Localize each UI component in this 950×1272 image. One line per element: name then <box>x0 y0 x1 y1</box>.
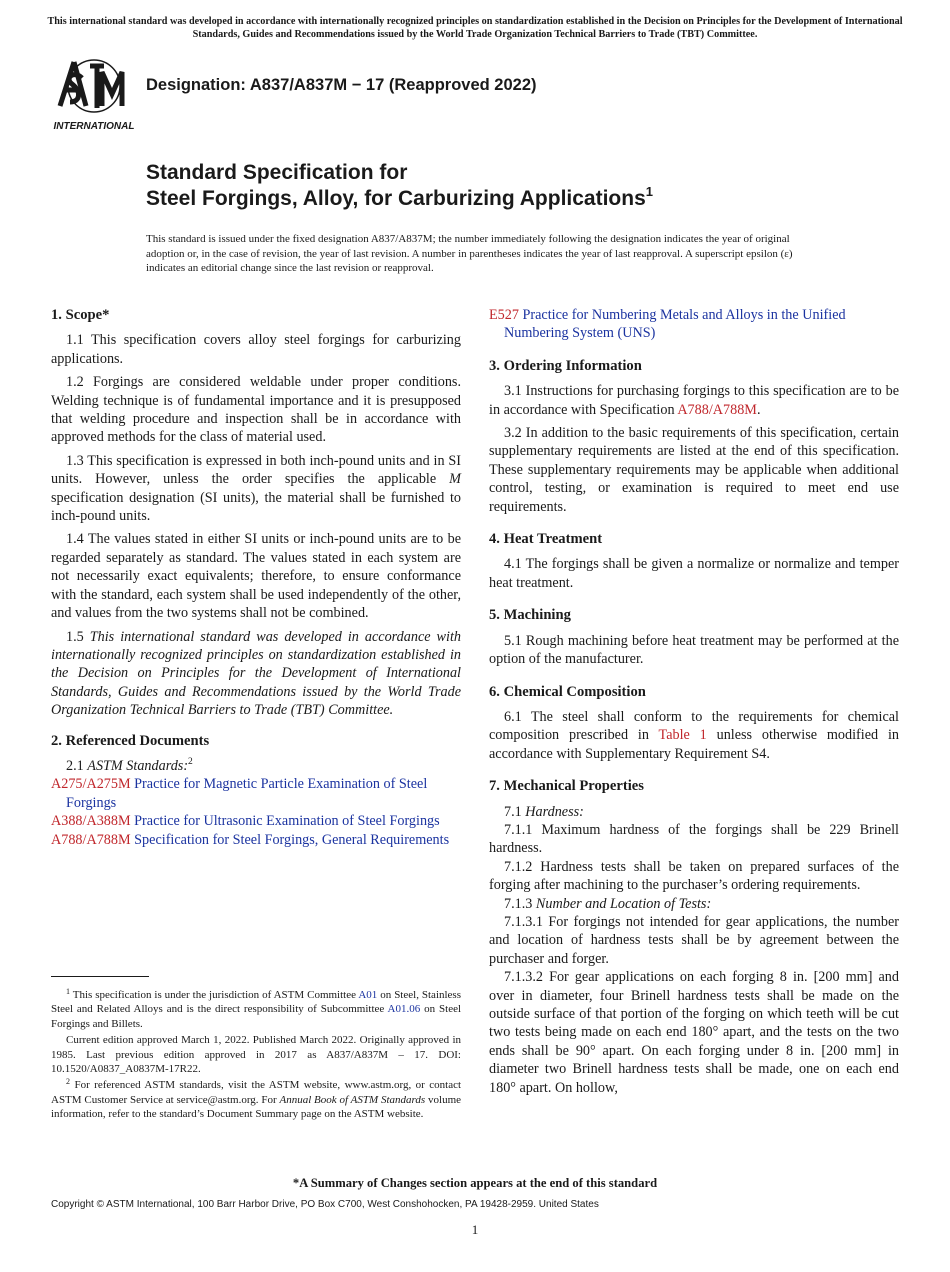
chemical-heading: 6. Chemical Composition <box>489 683 646 700</box>
mech-7-1-2: 7.1.2 Hardness tests shall be taken on prepared surfaces of the forging after machining to the purchaser’s ordering requirements. <box>489 858 899 894</box>
ordering-a788-link[interactable]: A788/A788M <box>677 401 757 418</box>
mechanical-heading: 7. Mechanical Properties <box>489 778 644 795</box>
ref-e527[interactable]: E527 Practice for Numbering Metals and Alloys in the Unified Numbering System (UNS) <box>489 307 846 342</box>
machining-heading: 5. Machining <box>489 607 571 624</box>
title-line-2 <box>146 186 653 212</box>
page-number: 1 <box>471 1222 479 1237</box>
title-footnote-mark: 1 <box>645 184 653 199</box>
copyright: Copyright © ASTM International, 100 Barr Harbor Drive, PO Box C700, West Conshohocken, PA 19428-2959. United States <box>51 1199 599 1210</box>
footnote-a0106-link[interactable]: A01.06 <box>387 1003 421 1016</box>
scope-1-3: 1.3 This specification is expressed in both inch-pound units and in SI units. However, unless the order specifies the applicable M specification designation (SI units), the material shall be furnished to inch-pound units. <box>51 452 461 525</box>
footnote-1: $^1$ This specification is under the jurisdiction of ASTM Committee A01 on Steel, Stainless Steel and Related Alloys and is the direct responsibility of Subcommittee A01.06 on Steel Forgings and Billets. <box>51 987 462 1030</box>
mech-7-1-3-2: 7.1.3.2 For gear applications on each forging 8 in. [200 mm] and over in diameter, four Brinell hardness tests shall be made on the outside surface of that portion of the forging on which teeth will be cut two tests being made on each end 180° apart, and the tests on the two ends shall be 90° apart. On each forging under 8 in. [200 mm] in diameter two Brinell hardness tests shall be made, one on each end 180° apart. On hollow, <box>489 969 899 1096</box>
scope-1-1: 1.1 This specification covers alloy steel forgings for carburizing applications. <box>51 332 461 367</box>
mech-7-1: 7.1 Hardness: <box>504 803 584 820</box>
footnote-a01-link[interactable]: A01 <box>358 989 378 1001</box>
astm-logo-icon <box>52 56 136 134</box>
scope-1-2: 1.2 Forgings are considered weldable under proper conditions. Welding technique is of fundamental importance and it is presupposed that welding procedure and inspection shall be in accordance with approved methods for the class of material used. <box>51 374 461 446</box>
footnote-1-edition: Current edition approved March 1, 2022. Published March 2022. Originally approved in 1985. Last previous edition approved in 2017 as A837/A837M – 17. DOI: 10.1520/A0837_A0837M-17R22. <box>51 1034 461 1076</box>
issuance-note: This standard is issued under the fixed designation A837/A837M; the number immediately following the designation indicates the year of original adoption or, in the case of revision, the year of last revision. A number in parentheses indicates the year of last reapproval. A superscript epsilon (ε) indicates an editorial change since the last revision or reapproval. <box>146 233 793 275</box>
footnote-divider <box>51 976 149 977</box>
table-1-link[interactable]: Table 1 <box>658 727 707 744</box>
ordering-3-1: 3.1 Instructions for purchasing forgings to this specification are to be in accordance with Specification A788/A788M. <box>489 383 899 418</box>
ordering-heading: 3. Ordering Information <box>489 357 642 374</box>
scope-heading: 1. Scope* <box>51 307 110 323</box>
m-designation: M <box>449 471 461 488</box>
heat-heading: 4. Heat Treatment <box>489 531 603 548</box>
scope-1-5: 1.5 This international standard was developed in accordance with internationally recognized principles on standardization established in the Decision on Principles for the Development of International Standards, Guides and Recommendations issued by the World Trade Organization Technical Barriers to Trade (TBT) Committee. <box>51 628 461 719</box>
summary-note: *A Summary of Changes section appears at the end of this standard <box>292 1176 658 1190</box>
left-column <box>51 300 461 849</box>
scope-1-4: 1.4 The values stated in either SI units or inch-pound units are to be regarded separately as standard. The values stated in each system are not necessarily exact equivalents; therefore, to ensure conformance with the standard, each system shall be used independently of the other, and values from the two systems shall not be combined. <box>51 531 461 622</box>
ref-a388[interactable]: A388/A388M Practice for Ultrasonic Examination of Steel Forgings <box>51 813 440 830</box>
ref-a788[interactable]: A788/A788M Specification for Steel Forgings, General Requirements <box>51 831 450 848</box>
title-main: Steel Forgings, Alloy, for Carburizing Applications <box>146 187 646 210</box>
astm-standards-label: 2.1 ASTM Standards:$^2$ <box>66 756 193 774</box>
top-notice: This international standard was developed in accordance with internationally recognized principles on standardization established in the Decision on Principles for the Development of International Standards, Guides and Recommendations issued by the World Trade Organization Technical Barriers to Trade (TBT) Committee. <box>47 16 903 40</box>
right-column <box>489 300 899 1097</box>
ref-a275[interactable]: A275/A275M Practice for Magnetic Particle Examination of Steel Forgings <box>51 776 428 811</box>
heat-4-1: 4.1 The forgings shall be given a normalize or normalize and temper heat treatment. <box>489 556 899 591</box>
astm-logo-mark <box>52 56 136 134</box>
mech-7-1-3-1: 7.1.3.1 For forgings not intended for gear applications, the number and location of hardness tests shall be by agreement between the purchaser and forger. <box>489 913 899 967</box>
mech-7-1-3: 7.1.3 Number and Location of Tests: <box>504 895 712 912</box>
footnote-2: $^2$ For referenced ASTM standards, visit the ASTM website, www.astm.org, or contact ASTM Customer Service at service@astm.org. For Annual Book of ASTM Standards volume information, refer to the standard’s Document Summary page on the ASTM website. <box>51 1077 462 1121</box>
logo-text: INTERNATIONAL <box>53 121 135 132</box>
referenced-heading: 2. Referenced Documents <box>51 732 210 749</box>
machining-5-1: 5.1 Rough machining before heat treatment may be performed at the option of the manufacturer. <box>489 632 899 668</box>
designation: Designation: A837/A837M − 17 (Reapproved 2022) <box>146 76 537 94</box>
title-line-1: Standard Specification for <box>146 161 408 184</box>
mech-7-1-1: 7.1.1 Maximum hardness of the forgings shall be 229 Brinell hardness. <box>489 821 899 857</box>
footnotes <box>51 988 461 1124</box>
page-title <box>146 160 653 212</box>
chemical-6-1: 6.1 The steel shall conform to the requirements for chemical composition prescribed in Table 1 unless otherwise modified in accordance with Supplementary Requirement S4. <box>489 708 899 762</box>
ordering-3-2: 3.2 In addition to the basic requirements of this specification, certain supplementary requirements are listed at the end of this specification. These supplementary requirements may be applicable when additional control, testing, or examination is required to meet end use requirements. <box>489 425 899 515</box>
